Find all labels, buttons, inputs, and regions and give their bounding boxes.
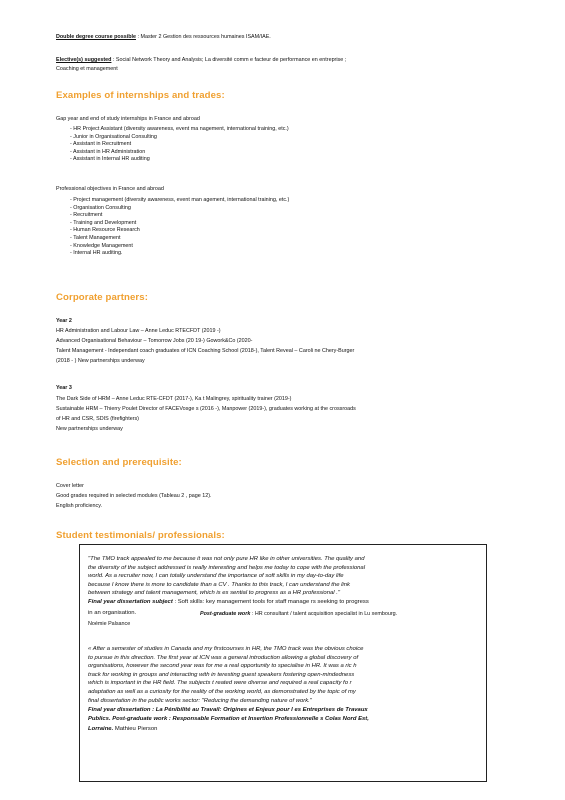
testimonial-2-dissertation (88, 706, 368, 715)
testimonial-line: final dissertation in the public works sector: "Reducing the demanding nature of work." (88, 697, 312, 704)
postgrad-value: : Responsable Formation et Insertion Professionnelle s Colas Nord Est, (168, 716, 369, 722)
electives-label: Elective(s) suggested (56, 57, 112, 63)
partners-heading: Corporate partners: (56, 292, 148, 303)
testimonial-2-text (88, 645, 363, 705)
list-item: - Junior in Organisational Consulting (70, 133, 157, 140)
list-item: - Internal HR auditing. (70, 250, 123, 257)
list-item: - Recruitment (70, 212, 103, 219)
list-item: - Assistant in Internal HR auditing (70, 156, 150, 163)
postgrad-label: Post-graduate work (112, 716, 168, 722)
list-item: - Talent Management (70, 234, 121, 241)
partners-year2-line: Talent Management - Independant coach graduates of ICN Coaching School (2018-), Talent Reveal – Caroli ne Chery-Burger (56, 348, 355, 354)
testimonial-2-postgrad (88, 715, 369, 724)
internships-heading: Examples of internships and trades: (56, 90, 225, 101)
postgrad-value: : HR consultant / talent acquisition specialist in Lu xembourg. (251, 611, 398, 617)
internships-group2-title: Professional objectives in France and abroad (56, 186, 164, 192)
partners-year2-line: Advanced Organisational Behaviour – Tomorrow Jobs (20 19-) Gowork&Co (2020- (56, 338, 253, 344)
partners-year3-line: The Dark Side of HRM – Anne Leduc RTE-CFDT (2017-), Ka t Malingrey, spirituality trainer (2019-) (56, 396, 292, 402)
dissertation-value-cont: Publics. (88, 716, 111, 722)
dissertation-value: : Soft skills: key management tools for staff manage rs seeking to progress (174, 599, 369, 605)
testimonial-line: "The TMO track appealed to me because it was not only pure HR like in other universities. The quality and (88, 556, 365, 562)
partners-year2-line: HR Administration and Labour Law – Anne Leduc RTECFDT (2019 -) (56, 328, 221, 334)
testimonial-line: because I know there is more to candidate than a CV . Thanks to this track, I can understand the link (88, 581, 350, 588)
list-item: - Human Resource Research (70, 227, 140, 234)
testimonial-1-dissertation (88, 598, 369, 607)
testimonial-line: world. As a recruiter now, I can totally understand the importance of soft skills in my day-to-day life (88, 573, 344, 580)
electives-line-2: Coaching et management (56, 66, 118, 72)
testimonial-line: which is important in the HR field. The subjects t reated were diverse and required a real capacity fo r (88, 680, 352, 687)
testimonial-line: adaptation as well as a curiosity for the reality of the working world, as demonstrated by the topic of my (88, 688, 356, 695)
testimonial-line: the diversity of the subject addressed is really interesting and helps me today to cope with the professional (88, 564, 366, 571)
testimonial-line: to pursue in this direction. The first year at ICN was a general introduction allowing a global discovery of (88, 654, 359, 661)
partners-year3-title: Year 3 (56, 385, 72, 391)
testimonial-line: track for working in groups and interacting with in teresting guest speakers fostering open-mindedness (88, 671, 355, 678)
double-degree-label: Double degree course possible (56, 34, 136, 40)
list-item: - Organisation Consulting (70, 204, 131, 211)
testimonial-1-postgrad (200, 610, 397, 618)
partners-year2-line: (2018 - ) New partnerships underway (56, 358, 145, 364)
selection-line: Good grades required in selected modules (Tableau 2 , page 12). (56, 493, 212, 499)
list-item: - Knowledge Management (70, 242, 133, 249)
list-item: - HR Project Assistant (diversity awareness, event ma nagement, international training, etc.) (70, 126, 289, 132)
dissertation-value: : La Pénibilité au Travail: Origines et Enjeux pour l es Entreprises de Travaux (152, 707, 368, 713)
postgrad-value-cont: Lorraine. (88, 726, 114, 732)
list-item: - Training and Development (70, 219, 137, 226)
list-item: - Project management (diversity awareness, event man agement, international training, etc.) (70, 197, 290, 203)
partners-year3-line: New partnerships underway (56, 426, 123, 432)
list-item: - Assistant in Recruitment (70, 141, 132, 148)
postgrad-label: Post-graduate work (200, 611, 251, 617)
dissertation-label: Final year dissertation (88, 707, 151, 713)
list-item: - Assistant in HR Administration (70, 148, 146, 155)
selection-line: Cover letter (56, 483, 84, 489)
electives-line (56, 57, 346, 64)
partners-year3-line: of HR and CSR, SDIS (firefighters) (56, 416, 139, 422)
selection-heading: Selection and prerequisite: (56, 457, 182, 468)
double-degree-line (56, 34, 271, 41)
testimonial-1-text (88, 555, 365, 598)
testimonial-2-author: Mathieu Pierson (114, 726, 158, 732)
testimonial-line: organisations, however the second year was for me a real opportunity to specialise in HR. It was a ric h (88, 663, 357, 670)
electives-value: : Social Network Theory and Analysis; La diversité comm e facteur de performance en entreprise ; (112, 57, 347, 63)
testimonials-heading: Student testimonials/ professionals: (56, 530, 225, 541)
testimonial-1-dissertation-cont: in an organisation. (88, 610, 137, 616)
partners-year2-title: Year 2 (56, 318, 72, 324)
double-degree-value: : Master 2 Gestion des ressources humaines ISAM/IAE. (137, 34, 271, 40)
testimonial-2-author-line (88, 725, 157, 734)
internships-group1-title: Gap year and end of study internships in France and abroad (56, 116, 200, 122)
testimonial-line: between strategy and talent management, which is es sential to progress as a HR professional ." (88, 590, 340, 597)
testimonial-1-author: Noémie Palsance (88, 621, 131, 627)
internships-group1-list (70, 126, 289, 164)
selection-line: English proficiency. (56, 503, 103, 509)
partners-year3-line: Sustainable HRM – Thierry Poulet Director of FACEVosge s (2016 -), Manpower (2019-), graduates working at the crossroads (56, 406, 356, 412)
dissertation-label: Final year dissertation subject (88, 599, 173, 605)
internships-group2-list (70, 197, 289, 258)
testimonial-line: « After a semester of studies in Canada and my firstcourses in HR, the TMO track was the obvious choice (88, 646, 364, 652)
